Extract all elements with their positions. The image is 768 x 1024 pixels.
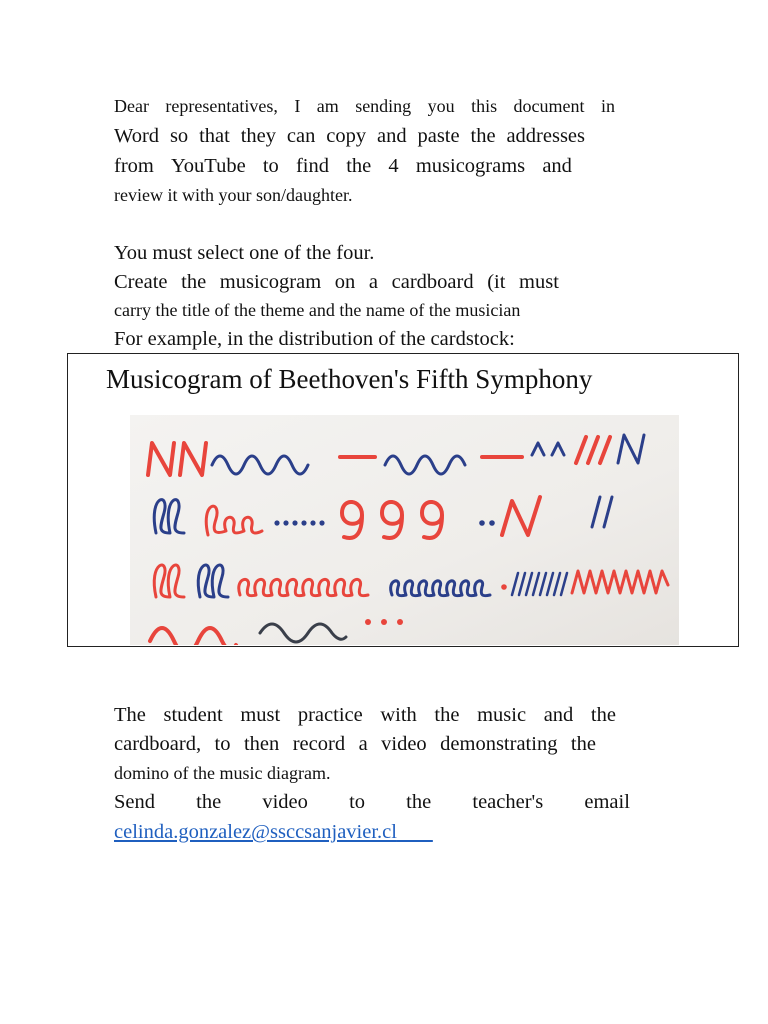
text-word: email bbox=[584, 791, 630, 813]
text-word: 4 bbox=[388, 155, 399, 177]
text-word: Send bbox=[114, 791, 155, 813]
musicogram-photo bbox=[130, 415, 679, 645]
text-word: cardboard bbox=[391, 271, 474, 293]
text-word: paste bbox=[417, 125, 460, 147]
text-word: musicograms bbox=[415, 155, 526, 177]
closing-line-3: domino of the music diagram. bbox=[114, 763, 331, 783]
text-word: to bbox=[262, 155, 279, 177]
intro-line-3 bbox=[114, 156, 572, 177]
whiteboard-background bbox=[130, 415, 679, 645]
closing-line-1 bbox=[114, 705, 616, 726]
text-word: they bbox=[240, 125, 276, 147]
text-word: cardboard, bbox=[114, 733, 202, 755]
instruction-line-1: You must select one of the four. bbox=[114, 242, 375, 264]
text-word: can bbox=[286, 125, 316, 147]
text-word: in bbox=[600, 96, 615, 116]
symbol-blue-small-loops bbox=[391, 581, 490, 596]
text-word: record bbox=[292, 733, 346, 755]
text-word: this bbox=[471, 96, 498, 116]
closing-line-4 bbox=[114, 792, 630, 813]
instruction-line-4: For example, in the distribution of the cardstock: bbox=[114, 328, 515, 350]
text-word: and bbox=[543, 704, 574, 726]
figure-frame bbox=[67, 353, 739, 647]
text-word: demonstrating bbox=[440, 733, 558, 755]
figure-title: Musicogram of Beethoven's Fifth Symphony bbox=[106, 364, 593, 394]
text-word: then bbox=[243, 733, 280, 755]
text-word: the bbox=[406, 791, 432, 813]
text-word: the bbox=[434, 704, 460, 726]
text-word: a bbox=[368, 271, 378, 293]
text-word: with bbox=[380, 704, 417, 726]
text-word: the bbox=[470, 125, 496, 147]
text-word: Word bbox=[114, 125, 160, 147]
text-word: am bbox=[316, 96, 339, 116]
text-word: student bbox=[163, 704, 223, 726]
text-word: the bbox=[570, 733, 596, 755]
text-word: on bbox=[334, 271, 356, 293]
text-word: to bbox=[214, 733, 231, 755]
instruction-line-3: carry the title of the theme and the name of the musician bbox=[114, 300, 521, 320]
text-word: The bbox=[114, 704, 146, 726]
closing-line-2 bbox=[114, 734, 596, 755]
intro-line-2 bbox=[114, 126, 585, 147]
text-word: the bbox=[590, 704, 616, 726]
text-word: sending bbox=[355, 96, 412, 116]
text-word: I bbox=[294, 96, 301, 116]
teacher-email-link[interactable] bbox=[114, 822, 433, 843]
instruction-line-2 bbox=[114, 272, 559, 293]
text-word: YouTube bbox=[171, 155, 246, 177]
intro-line-1 bbox=[114, 97, 615, 115]
text-word: that bbox=[199, 125, 230, 147]
text-word: you bbox=[427, 96, 455, 116]
text-word: find bbox=[295, 155, 330, 177]
text-word: and bbox=[376, 125, 407, 147]
text-word: musicogram bbox=[219, 271, 322, 293]
text-word: must bbox=[519, 271, 559, 293]
text-word: must bbox=[240, 704, 281, 726]
text-word: document bbox=[513, 96, 585, 116]
text-word: to bbox=[349, 791, 366, 813]
intro-line-4: review it with your son/daughter. bbox=[114, 185, 353, 205]
text-word: representatives, bbox=[165, 96, 278, 116]
text-word: and bbox=[542, 155, 572, 177]
text-word: (it bbox=[487, 271, 506, 293]
text-word: video bbox=[381, 733, 427, 755]
text-word: a bbox=[358, 733, 368, 755]
text-word: copy bbox=[326, 125, 367, 147]
text-word: the bbox=[346, 155, 372, 177]
text-word: music bbox=[477, 704, 527, 726]
text-word: addresses bbox=[506, 125, 585, 147]
text-word: Dear bbox=[114, 96, 149, 116]
text-word: so bbox=[169, 125, 189, 147]
text-word: practice bbox=[297, 704, 363, 726]
text-word: from bbox=[114, 155, 154, 177]
teacher-email-text[interactable]: celinda.gonzalez@ssccsanjavier.cl bbox=[114, 821, 397, 843]
text-word: teacher's bbox=[472, 791, 544, 813]
text-word: video bbox=[262, 791, 308, 813]
text-word: the bbox=[196, 791, 222, 813]
link-underline-tail bbox=[397, 821, 433, 843]
text-word: the bbox=[181, 271, 207, 293]
text-word: Create bbox=[114, 271, 168, 293]
symbol-red-dot bbox=[501, 584, 507, 590]
